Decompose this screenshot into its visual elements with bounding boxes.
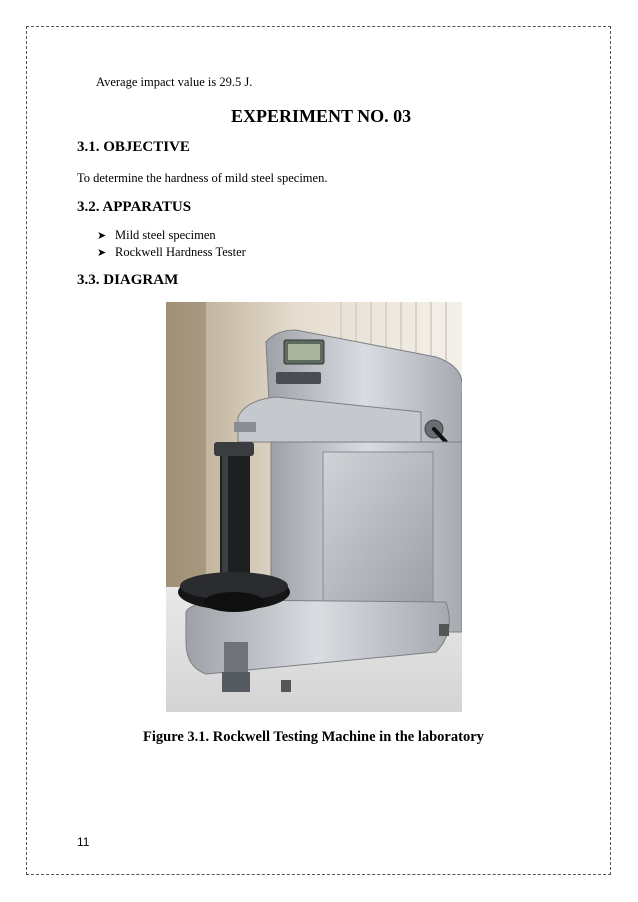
- intro-text: Average impact value is 29.5 J.: [96, 75, 253, 89]
- apparatus-item-label: Mild steel specimen: [115, 228, 216, 242]
- section-heading-apparatus: 3.2. APPARATUS: [77, 199, 192, 215]
- apparatus-item: [97, 228, 216, 243]
- arrowhead-bullet-icon: ➤: [97, 230, 107, 242]
- section-heading-diagram: 3.3. DIAGRAM: [77, 272, 179, 288]
- experiment-title: EXPERIMENT NO. 03: [231, 106, 412, 126]
- apparatus-item: [97, 245, 246, 260]
- apparatus-item-label: Rockwell Hardness Tester: [115, 245, 246, 259]
- arrowhead-bullet-icon: ➤: [97, 247, 107, 259]
- objective-text: To determine the hardness of mild steel specimen.: [77, 171, 328, 185]
- page-number: 11: [77, 835, 90, 849]
- figure-caption: Figure 3.1. Rockwell Testing Machine in the laboratory: [143, 729, 484, 745]
- rockwell-machine-photo: [166, 302, 462, 712]
- section-heading-objective: 3.1. OBJECTIVE: [77, 139, 190, 155]
